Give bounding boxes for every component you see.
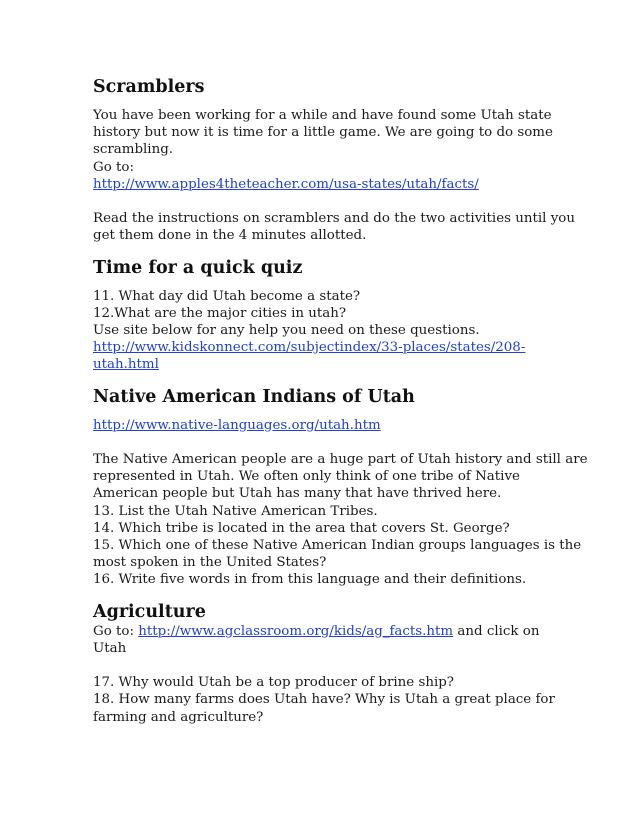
native-heading: Native American Indians of Utah — [93, 386, 415, 407]
document-page — [93, 76, 588, 726]
scramblers-instructions — [93, 210, 575, 244]
agriculture-question-18-cont: farming and agriculture? — [93, 709, 264, 725]
native-link-paragraph — [93, 417, 563, 434]
native-question-15-cont: most spoken in the United States? — [93, 555, 327, 571]
native-line: represented in Utah. We often only think of one tribe of Native — [93, 469, 520, 485]
quiz-question-12: 12.What are the major cities in utah? — [93, 305, 347, 321]
scramblers-instructions-line: Read the instructions on scramblers and do the two activities until you — [93, 211, 575, 227]
agriculture-question-18: 18. How many farms does Utah have? Why is Utah a great place for — [93, 692, 555, 708]
agriculture-goto — [93, 623, 563, 657]
scramblers-instructions-line: get them done in the 4 minutes allotted. — [93, 228, 367, 244]
scramblers-intro-line: scrambling. — [93, 142, 174, 158]
native-question-14: 14. Which tribe is located in the area that covers St. George? — [93, 520, 510, 536]
native-question-13: 13. List the Utah Native American Tribes. — [93, 503, 378, 519]
agriculture-body — [93, 674, 563, 726]
scramblers-intro-line: history but now it is time for a little game. We are going to do some — [93, 125, 553, 141]
native-line: American people but Utah has many that have thrived here. — [93, 486, 502, 502]
agriculture-goto-prefix: Go to: — [93, 623, 139, 639]
quiz-heading: Time for a quick quiz — [93, 257, 303, 278]
agriculture-link[interactable]: http://www.agclassroom.org/kids/ag_facts.htm — [138, 623, 454, 639]
scramblers-intro-line: You have been working for a while and have found some Utah state — [93, 108, 552, 123]
native-body — [93, 451, 588, 589]
agriculture-goto-suffix: and click on — [453, 623, 540, 639]
scramblers-intro — [93, 107, 563, 193]
agriculture-heading: Agriculture — [93, 601, 206, 622]
agriculture-goto-line2: Utah — [93, 640, 127, 656]
native-question-16: 16. Write five words in from this language and their definitions. — [93, 572, 527, 588]
native-question-15: 15. Which one of these Native American Indian groups languages is the — [93, 538, 582, 554]
native-link[interactable]: http://www.native-languages.org/utah.htm — [93, 417, 381, 433]
quiz-link-part-1: http://www.kidskonnect.com/subjectindex/33-places/states/208- — [93, 340, 526, 356]
quiz-body — [93, 288, 563, 374]
quiz-help-text: Use site below for any help you need on these questions. — [93, 323, 480, 339]
quiz-link-part-2: utah.html — [93, 357, 159, 373]
quiz-question-11: 11. What day did Utah become a state? — [93, 288, 361, 304]
scramblers-goto-label: Go to: — [93, 159, 134, 175]
scramblers-link[interactable]: http://www.apples4theteacher.com/usa-states/utah/facts/ — [93, 176, 479, 192]
scramblers-heading: Scramblers — [93, 77, 205, 97]
agriculture-question-17: 17. Why would Utah be a top producer of brine ship? — [93, 675, 454, 691]
quiz-link[interactable] — [93, 340, 525, 372]
native-line: The Native American people are a huge part of Utah history and still are — [93, 452, 588, 468]
